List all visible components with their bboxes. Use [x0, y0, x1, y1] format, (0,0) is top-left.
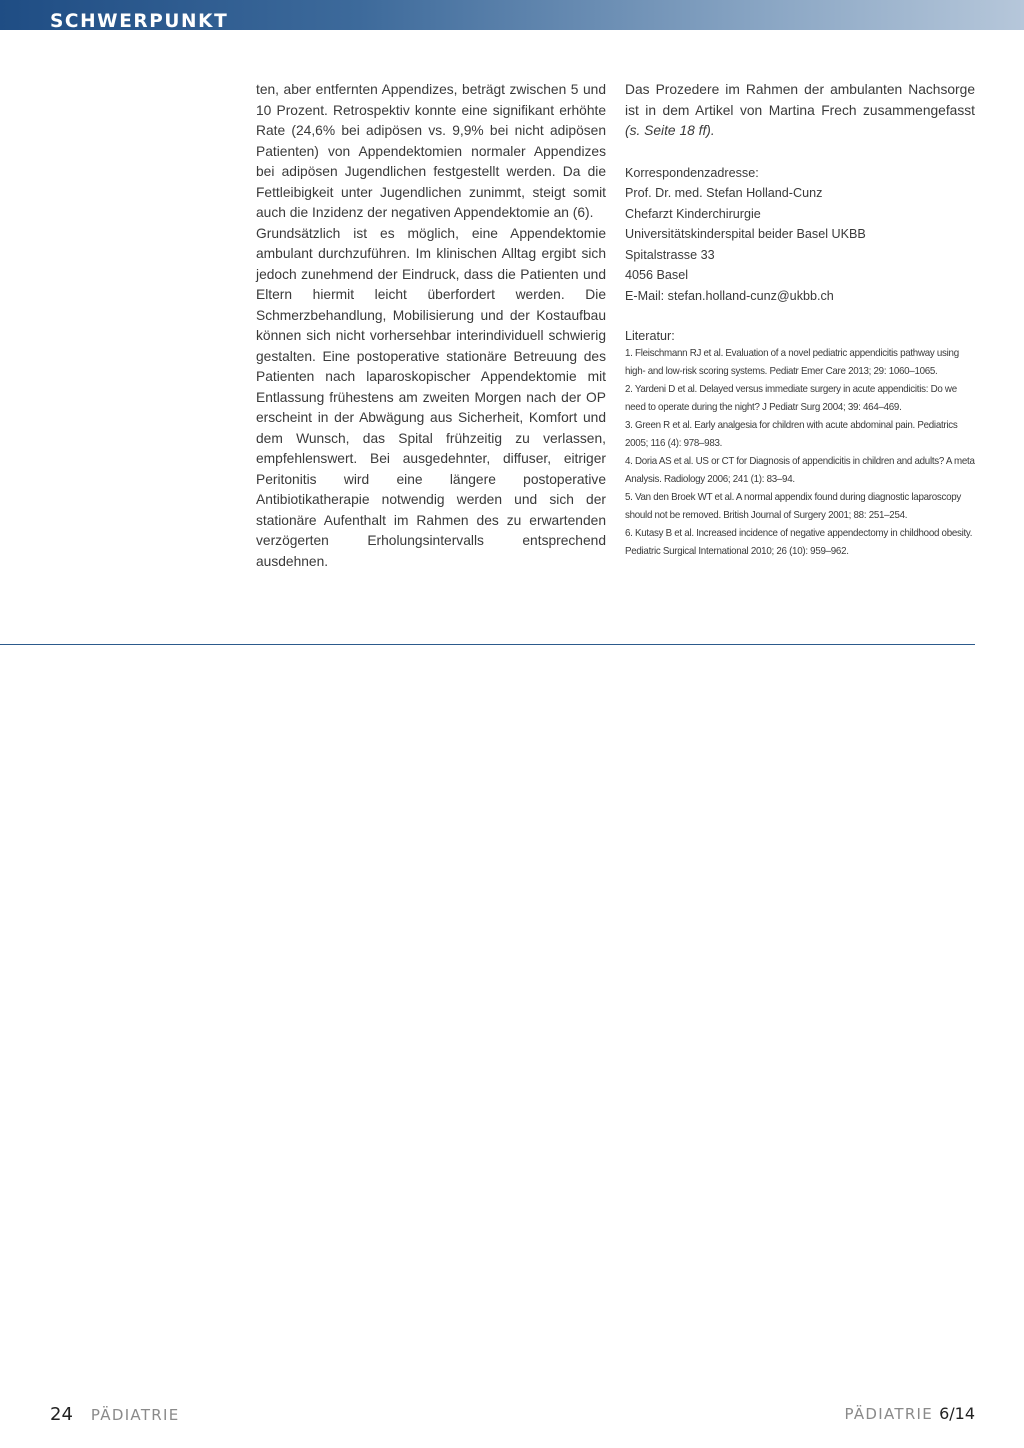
- contact-line: Universitätskinderspital beider Basel UKBB: [625, 227, 866, 242]
- contact-line: Prof. Dr. med. Stefan Holland-Cunz: [625, 186, 823, 201]
- section-header-bar: [0, 0, 1024, 30]
- reference-item: 2. Yardeni D et al. Delayed versus immediate surgery in acute appendicitis: Do we need to operate during the night? J Pediatr Surg 2004; 39: 464–469.: [625, 383, 957, 413]
- footer-left: [50, 1404, 180, 1425]
- magazine-name: PÄDIATRIE: [90, 1406, 180, 1424]
- contact-line: 4056 Basel: [625, 268, 689, 283]
- reference-item: 5. Van den Broek WT et al. A normal appendix found during diagnostic laparoscopy should not be removed. British Journal of Surgery 2001; 88: 251–254.: [625, 491, 961, 521]
- left-text-column: [256, 80, 606, 572]
- footer-right: [844, 1404, 975, 1423]
- reference-item: 1. Fleischmann RJ et al. Evaluation of a novel pediatric appendicitis pathway using high- and low-risk scoring systems. Pediatr Emer Care 2013; 29: 1060–1065.: [625, 347, 959, 377]
- issue-number: 6/14: [939, 1404, 975, 1423]
- intro-paragraph: [625, 80, 975, 142]
- contact-email[interactable]: E-Mail: stefan.holland-cunz@ukbb.ch: [625, 289, 834, 304]
- correspondence-address: [625, 163, 975, 307]
- reference-item: 3. Green R et al. Early analgesia for children with acute abdominal pain. Pediatrics 2005; 116 (4): 978–983.: [625, 419, 958, 449]
- page-reference: (s. Seite 18 ff).: [625, 123, 715, 138]
- contact-line: Spitalstrasse 33: [625, 247, 715, 262]
- references-list: [625, 327, 975, 561]
- magazine-name: PÄDIATRIE: [844, 1405, 934, 1423]
- intro-text: Das Prozedere im Rahmen der ambulanten Nachsorge ist in dem Artikel von Martina Frech zusammengefasst: [625, 82, 975, 118]
- references-heading: Literatur:: [625, 328, 675, 343]
- body-paragraph: Grundsätzlich ist es möglich, eine Appendektomie ambulant durchzuführen. Im klinischen Alltag ergibt sich jedoch zunehmend der Eindruck, dass die Patienten und Eltern hiermit leicht überfordert werden. Die Schmerzbehandlung, Mobilisierung und der Kostaufbau können sich nicht vorhersehbar interindividuell schwierig gestalten. Eine postoperative stationäre Betreuung des Patienten nach laparoskopischer Appendektomie mit Entlassung frühestens am zweiten Morgen nach der OP erscheint in der Abwägung aus Sicherheit, Komfort und dem Wunsch, das Spital frühzeitig zu verlassen, empfehlenswert. Bei ausgedehnter, diffuser, eitriger Peritonitis wird eine längere postoperative Antibiotikatherapie notwendig werden und sich der stationäre Aufenthalt im Rahmen des zu erwartenden verzögerten Erholungsintervalls entsprechend ausdehnen.: [256, 225, 606, 569]
- contact-heading: Korrespondenzadresse:: [625, 165, 759, 180]
- reference-item: 4. Doria AS et al. US or CT for Diagnosis of appendicitis in children and adults? A meta Analysis. Radiology 2006; 241 (1): 83–94.: [625, 455, 975, 485]
- page-number: 24: [50, 1404, 73, 1425]
- right-text-column: [625, 80, 975, 561]
- section-title: SCHWERPUNKT: [50, 11, 229, 32]
- body-paragraph: ten, aber entfernten Appendizes, beträgt zwischen 5 und 10 Prozent. Retrospektiv konnte eine signifikant erhöhte Rate (24,6% bei adipösen vs. 9,9% bei nicht adipösen Patienten) von Appendektomien normaler Appendizes bei adipösen Jugendlichen festgestellt werden. Da die Fettleibigkeit unter Jugendlichen zunimmt, steigt somit auch die Inzidenz der negativen Appendektomie an (6).: [256, 82, 606, 220]
- reference-item: 6. Kutasy B et al. Increased incidence of negative appendectomy in childhood obesity. Pediatric Surgical International 2010; 26 (10): 959–962.: [625, 527, 973, 557]
- section-divider: [0, 644, 975, 645]
- contact-line: Chefarzt Kinderchirurgie: [625, 206, 761, 221]
